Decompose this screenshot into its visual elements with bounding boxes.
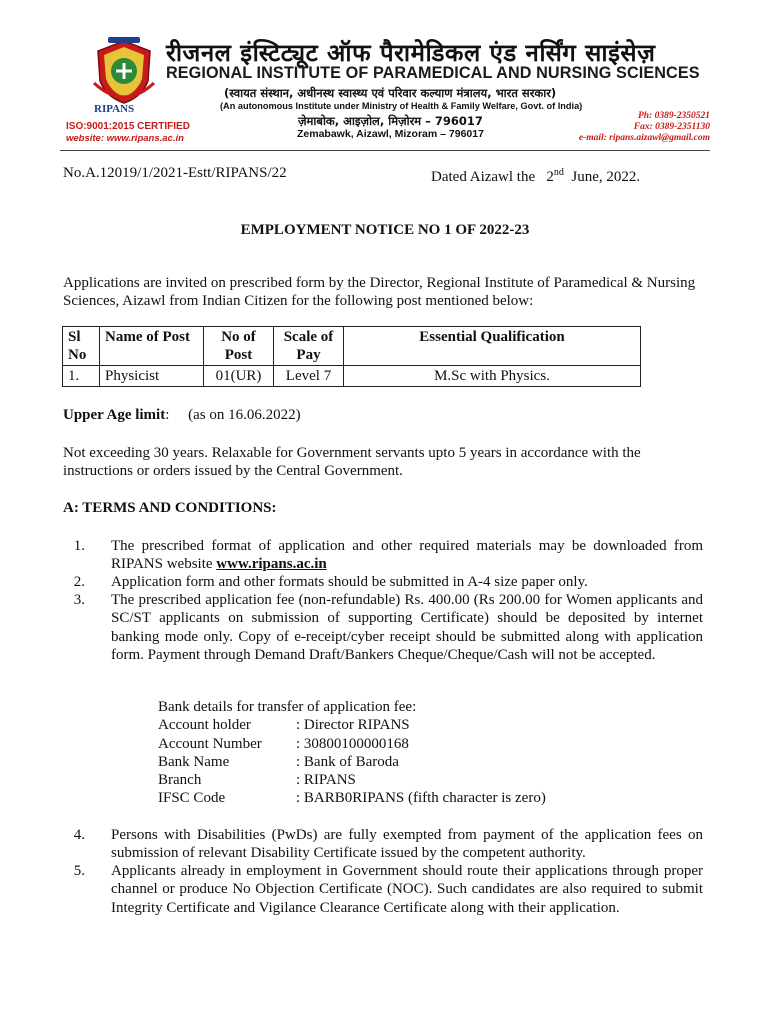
- posts-table: [62, 326, 641, 387]
- age-detail: Not exceeding 30 years. Relaxable for Government servants upto 5 years in accordance with the instructions or orders issued by the Central Government.: [63, 445, 641, 480]
- bank-key: Bank Name: [158, 753, 230, 770]
- website-link[interactable]: www.ripans.ac.in: [216, 556, 327, 573]
- col-qualification: Essential Qualification: [344, 327, 641, 366]
- dated-prefix: Dated Aizawl the: [431, 169, 536, 185]
- email: e-mail: ripans.aizawl@gmail.com: [578, 133, 710, 143]
- reference-number: No.A.12019/1/2021-Estt/RIPANS/22: [63, 165, 287, 181]
- bank-value: : Bank of Baroda: [296, 753, 399, 770]
- item-number: 5.: [73, 863, 85, 879]
- col-name-of-post: Name of Post: [100, 327, 204, 366]
- dated-sup: nd: [553, 167, 564, 178]
- bank-key: Account holder: [158, 717, 251, 734]
- bank-row: [158, 716, 546, 734]
- iso-certification: ISO:9001:2015 CERTIFIED: [66, 121, 190, 132]
- table-header-row: [63, 327, 641, 366]
- bank-row: [158, 735, 546, 753]
- intro-paragraph: Applications are invited on prescribed form by the Director, Regional Institute of Paramedical & Nursing Sciences, Aizawl from Indian Citizen for the following post mentioned below:: [63, 275, 696, 310]
- bank-value: : Director RIPANS: [296, 717, 410, 734]
- table-row: [63, 366, 641, 387]
- dated-day: 2: [546, 169, 554, 185]
- phone: Ph: 0389-2350521: [637, 111, 710, 121]
- notice-title: EMPLOYMENT NOTICE NO 1 OF 2022-23: [240, 222, 530, 238]
- age-label: Upper Age limit: [63, 407, 166, 423]
- cell-count: 01(UR): [204, 366, 274, 387]
- date-line: [431, 164, 640, 186]
- item-text: Applicants already in employment in Government should route their applications through proper channel or produce No Objection Certificate (NOC). Such candidates are also required to submit Integrity Certificate and Vigilance Clearance Certificate along with their application.: [111, 863, 703, 916]
- col-sl-no: Sl No: [63, 327, 100, 366]
- logo-label: RIPANS: [94, 103, 135, 115]
- bank-row: [158, 771, 546, 789]
- col-no-of-post: No of Post: [204, 327, 274, 366]
- dated-rest: June, 2022.: [571, 169, 641, 185]
- item-number: 3.: [73, 592, 85, 608]
- cell-pay: Level 7: [274, 366, 344, 387]
- col-scale-of-pay: Scale of Pay: [274, 327, 344, 366]
- item-text: The prescribed application fee (non-refundable) Rs. 400.00 (Rs 200.00 for Women applicants and SC/ST applicants on submission of supporting Certificate) should be deposited by internet banking mode only. Copy of e-receipt/cyber receipt should be submitted along with application form. Payment through Demand Draft/Bankers Cheque/Cheque/Cash will not be accepted.: [111, 592, 703, 663]
- english-subtitle: (An autonomous Institute under Ministry of Health & Family Welfare, Govt. of India): [220, 101, 583, 111]
- hindi-title: रीजनल इंस्टिट्यूट ऑफ पैरामेडिकल एंड नर्सिंग साइंसेज़: [166, 39, 656, 67]
- age-limit: Upper Age limit: (as on 16.06.2022): [63, 407, 301, 423]
- fax: Fax: 0389-2351130: [633, 122, 710, 132]
- age-as-on: (as on 16.06.2022): [188, 407, 301, 423]
- bank-heading: Bank details for transfer of application fee:: [158, 699, 417, 715]
- website-line: website: www.ripans.ac.in: [66, 133, 184, 144]
- english-title: REGIONAL INSTITUTE OF PARAMEDICAL AND NURSING SCIENCES: [166, 64, 700, 82]
- item-text: [111, 537, 703, 574]
- bank-key: Branch: [158, 772, 202, 789]
- bank-key: Account Number: [158, 735, 262, 752]
- english-address: Zemabawk, Aizawl, Mizoram – 796017: [297, 128, 484, 140]
- item-text: Application form and other formats should be submitted in A-4 size paper only.: [111, 574, 588, 590]
- bank-row: [158, 753, 546, 771]
- ripans-logo: [88, 37, 160, 107]
- item-number: 1.: [73, 538, 85, 554]
- bank-row: [158, 789, 546, 807]
- bank-value: : 30800100000168: [296, 735, 409, 752]
- hindi-address: ज़ेमाबोक, आइज़ोल, मिज़ोरम – 796017: [298, 114, 483, 128]
- terms-title: A: TERMS AND CONDITIONS:: [63, 500, 277, 516]
- letterhead-divider: [60, 150, 710, 151]
- bank-details: [158, 698, 546, 808]
- item-text: Persons with Disabilities (PwDs) are fully exempted from payment of the application fees on submission of relevant Disability Certificate issued by the competent authority.: [111, 827, 703, 862]
- item-number: 4.: [73, 827, 85, 843]
- hindi-subtitle: (स्वायत संस्थान, अधीनस्थ स्वास्थ्य एवं परिवार कल्याण मंत्रालय, भारत सरकार): [224, 86, 557, 100]
- item-number: 2.: [73, 574, 85, 590]
- bank-value: : RIPANS: [296, 772, 356, 789]
- item-text-body: The prescribed format of application and other required materials may be downloaded from RIPANS website: [111, 538, 703, 573]
- cell-post: Physicist: [100, 366, 204, 387]
- cell-sl: 1.: [63, 366, 100, 387]
- cell-qualification: M.Sc with Physics.: [344, 366, 641, 387]
- bank-value: : BARB0RIPANS (fifth character is zero): [296, 790, 546, 807]
- bank-key: IFSC Code: [158, 790, 226, 807]
